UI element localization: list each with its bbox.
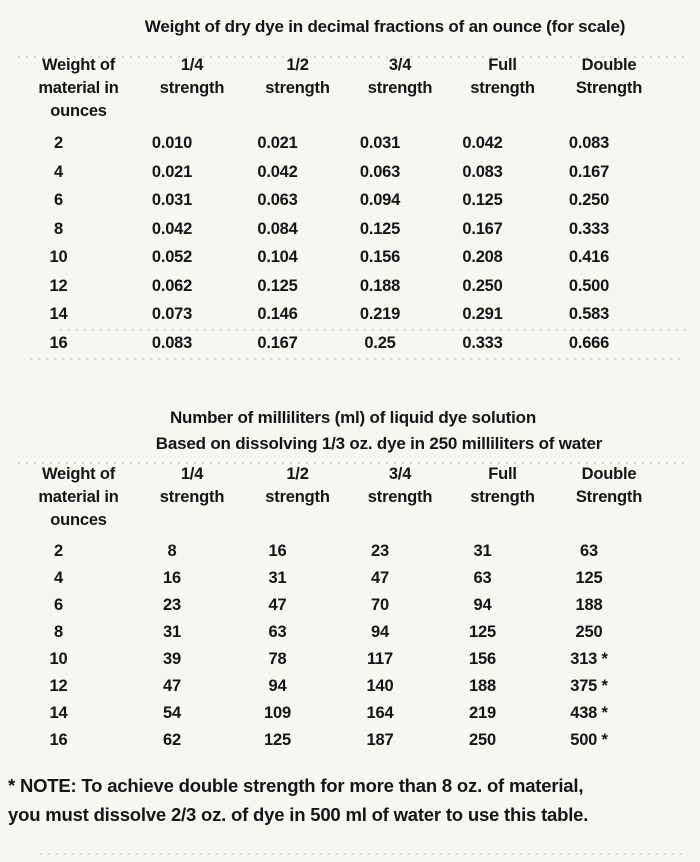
weight-cell: 16 [49,731,68,749]
value-cell: 0.291 [462,305,503,323]
header-line: Full [488,56,517,74]
header-line: 1/2 [286,56,309,74]
column-header-weight [20,54,137,123]
value-cell: 0.104 [257,248,298,266]
table1-header-row [20,54,665,123]
table2-subtitle: Based on dissolving 1/3 oz. dye in 250 milliliters of water [155,434,603,453]
table2-header-row [20,463,665,532]
value-cell: 0.208 [462,248,503,266]
table-row [0,727,700,754]
value-cell: 94 [473,596,492,614]
value-cell: 0.156 [359,248,401,266]
value-cell: 39 [163,650,181,668]
header-line: Weight of [41,465,116,483]
weight-cell: 8 [54,623,63,641]
weight-cell: 2 [54,134,63,152]
value-cell: 0.021 [151,162,193,181]
table-row [0,158,700,187]
header-line: Strength [575,488,643,506]
column-header-double-strength [553,54,665,123]
header-line: Double [581,56,637,74]
liquid-dye-table-section [0,407,700,754]
value-cell: 188 [469,677,496,695]
value-cell: 0.031 [359,134,401,152]
value-cell: 0.125 [462,191,503,209]
value-cell: 16 [268,542,287,560]
value-cell: 0.083 [568,134,610,152]
header-line: strength [470,488,535,506]
value-cell: 125 [264,731,291,749]
scan-artifact-line [18,462,686,464]
table-row [0,646,700,673]
header-line: strength [159,488,225,506]
value-cell: 0.125 [359,219,401,238]
scan-artifact-line [18,56,686,58]
table-row [0,186,700,215]
value-cell: 140 [366,677,394,695]
value-cell: 109 [264,704,291,722]
value-cell: 0.094 [359,191,401,209]
table1-body [0,129,700,357]
header-line: 1/4 [180,56,204,74]
value-cell: 94 [371,623,389,641]
header-line: strength [159,79,225,97]
value-cell: 0.25 [364,333,396,352]
value-cell: 219 [469,704,496,722]
value-cell: 63 [473,569,492,587]
column-header-double-strength [553,463,665,532]
value-cell: 438 * [570,704,608,722]
value-cell: 0.063 [257,191,298,209]
dry-dye-table-section [0,0,700,357]
value-cell: 0.010 [151,134,193,152]
table-row [0,243,700,272]
weight-cell: 12 [49,276,68,295]
value-cell: 0.500 [568,276,610,295]
table-row [0,215,700,244]
weight-cell: 6 [54,191,63,209]
column-header-half-strength [247,463,348,532]
value-cell: 0.333 [462,333,503,352]
scan-artifact-line [30,358,686,360]
weight-cell: 12 [49,677,68,695]
value-cell: 78 [268,650,287,668]
table-row [0,565,700,592]
value-cell: 31 [163,623,181,641]
value-cell: 188 [575,596,603,614]
value-cell: 0.167 [257,333,298,352]
table-row [0,592,700,619]
column-header-half-strength [247,54,348,123]
value-cell: 0.583 [568,305,610,323]
value-cell: 250 [469,731,496,749]
table2-body [0,538,700,754]
value-cell: 63 [268,623,287,641]
value-cell: 31 [268,569,287,587]
note-line-2: you must dissolve 2/3 oz. of dye in 500 ml of water to use this table. [8,804,589,825]
column-header-quarter-strength [137,463,247,532]
value-cell: 0.063 [359,162,401,181]
header-line: strength [367,488,433,506]
value-cell: 164 [366,704,394,722]
table-row [0,700,700,727]
value-cell: 0.250 [568,191,610,209]
value-cell: 313 * [570,650,608,668]
header-line: material in [38,488,119,506]
weight-cell: 14 [49,704,68,722]
value-cell: 0.084 [257,219,298,238]
table-row [0,300,700,329]
column-header-threequarter-strength [348,463,452,532]
value-cell: 0.083 [151,333,193,352]
weight-cell: 10 [49,248,68,266]
header-line: strength [367,79,433,97]
value-cell: 31 [473,542,492,560]
weight-cell: 8 [54,219,63,238]
value-cell: 0.031 [151,191,193,209]
value-cell: 0.167 [568,162,610,181]
value-cell: 70 [371,596,389,614]
value-cell: 0.125 [257,276,298,295]
header-line: 3/4 [388,465,412,483]
table2-title: Number of milliliters (ml) of liquid dye solution [169,408,537,427]
value-cell: 8 [167,542,177,560]
value-cell: 63 [580,542,598,560]
weight-cell: 14 [49,305,68,323]
header-line: 1/4 [180,465,204,483]
value-cell: 0.666 [568,333,610,352]
column-header-full-strength [452,463,553,532]
value-cell: 0.167 [462,219,503,238]
weight-cell: 2 [54,542,63,560]
value-cell: 47 [268,596,287,614]
value-cell: 0.062 [151,276,193,295]
value-cell: 47 [163,677,181,695]
value-cell: 23 [371,542,389,560]
header-line: 1/2 [286,465,309,483]
header-line: strength [470,79,535,97]
value-cell: 0.083 [462,162,503,181]
double-strength-note [0,771,700,829]
scan-artifact-line [60,329,686,331]
value-cell: 187 [366,731,394,749]
value-cell: 117 [366,650,394,668]
weight-cell: 4 [54,162,63,181]
table-row [0,538,700,565]
table-row [0,329,700,358]
column-header-weight [20,463,137,532]
header-line: Double [581,465,637,483]
value-cell: 0.073 [151,305,193,323]
value-cell: 47 [371,569,389,587]
value-cell: 0.052 [151,248,193,266]
value-cell: 250 [575,623,603,641]
value-cell: 375 * [570,677,608,695]
weight-cell: 10 [49,650,68,668]
header-line: Full [488,465,517,483]
weight-cell: 6 [54,596,63,614]
value-cell: 125 [575,569,603,587]
header-line: strength [265,79,330,97]
header-line: 3/4 [388,56,412,74]
value-cell: 0.219 [359,305,401,323]
value-cell: 23 [163,596,181,614]
header-line: material in [38,79,119,97]
table-row [0,673,700,700]
column-header-quarter-strength [137,54,247,123]
value-cell: 156 [469,650,496,668]
column-header-full-strength [452,54,553,123]
table-row [0,129,700,158]
value-cell: 94 [268,677,287,695]
header-line: strength [265,488,330,506]
value-cell: 0.416 [568,248,610,266]
header-line: ounces [50,102,107,120]
value-cell: 0.042 [462,134,503,152]
value-cell: 125 [469,623,496,641]
value-cell: 62 [163,731,181,749]
header-line: Weight of [41,56,116,74]
column-header-threequarter-strength [348,54,452,123]
value-cell: 0.333 [568,219,610,238]
value-cell: 54 [163,704,181,722]
table1-title: Weight of dry dye in decimal fractions of an ounce (for scale) [144,17,626,36]
weight-cell: 16 [49,333,68,352]
value-cell: 0.021 [257,134,298,152]
value-cell: 0.042 [257,162,298,181]
value-cell: 0.250 [462,276,503,295]
value-cell: 500 * [570,731,608,749]
note-line-1: * NOTE: To achieve double strength for more than 8 oz. of material, [8,775,584,796]
table-row [0,619,700,646]
value-cell: 0.188 [359,276,401,295]
scan-artifact-line [40,853,686,855]
table-row [0,272,700,301]
value-cell: 16 [163,569,181,587]
value-cell: 0.146 [257,305,298,323]
value-cell: 0.042 [151,219,193,238]
header-line: ounces [50,511,107,529]
weight-cell: 4 [54,569,63,587]
header-line: Strength [575,79,643,97]
